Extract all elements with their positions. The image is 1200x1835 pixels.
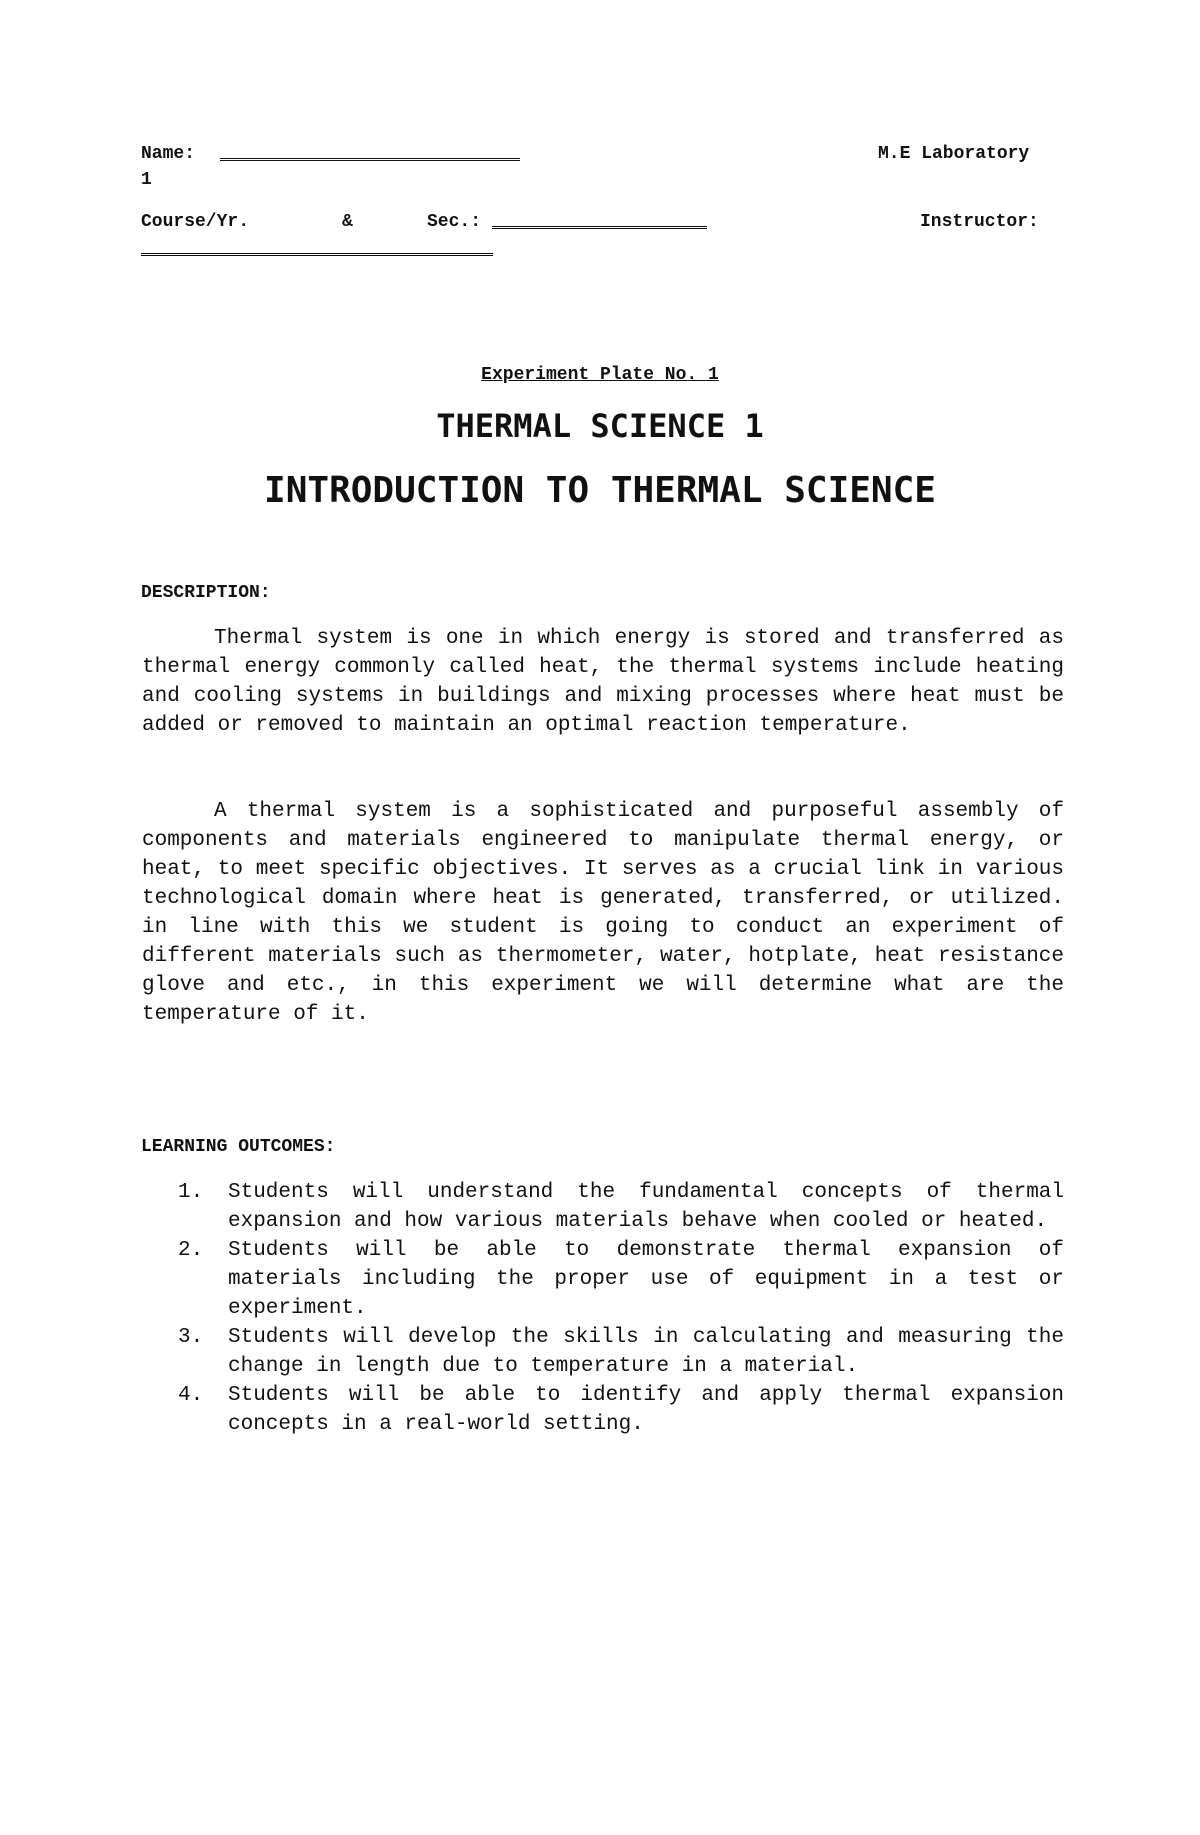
list-item bbox=[142, 1178, 1064, 1236]
list-item-number: 1. bbox=[178, 1181, 204, 1204]
list-item bbox=[142, 1323, 1064, 1381]
instructor-blank-line bbox=[141, 253, 493, 256]
name-label: Name: bbox=[141, 144, 196, 164]
course-title: THERMAL SCIENCE 1 bbox=[436, 407, 764, 445]
list-item-number: 2. bbox=[178, 1239, 204, 1262]
lab-label: M.E Laboratory bbox=[878, 144, 1030, 164]
sec-label: Sec.: bbox=[427, 212, 482, 232]
list-item-number: 3. bbox=[178, 1326, 204, 1349]
list-item-number: 4. bbox=[178, 1384, 204, 1407]
name-blank-line bbox=[220, 158, 520, 161]
course-label: Course/Yr. bbox=[141, 212, 250, 232]
sec-blank-line bbox=[492, 226, 707, 229]
learning-outcomes-heading: LEARNING OUTCOMES: bbox=[141, 1137, 336, 1157]
learning-outcomes-list bbox=[142, 1178, 1064, 1439]
list-item bbox=[142, 1236, 1064, 1323]
list-item-text: Students will understand the fundamental concepts of thermal expansion and how various materials behave when cooled or heated. bbox=[228, 1181, 1064, 1233]
lab-number: 1 bbox=[141, 170, 152, 190]
description-heading: DESCRIPTION: bbox=[141, 583, 271, 603]
ampersand: & bbox=[342, 212, 353, 232]
list-item-text: Students will develop the skills in calculating and measuring the change in length due to temperature in a material. bbox=[228, 1326, 1064, 1378]
list-item bbox=[142, 1381, 1064, 1439]
description-paragraph-1: Thermal system is one in which energy is stored and transferred as thermal energy commonly called heat, the thermal systems include heating and cooling systems in buildings and mixing processes where heat must be added or removed to maintain an optimal reaction temperature. bbox=[142, 627, 1064, 737]
list-item-text: Students will be able to identify and apply thermal expansion concepts in a real-world setting. bbox=[228, 1384, 1064, 1436]
experiment-plate-number: Experiment Plate No. 1 bbox=[481, 365, 719, 385]
description-paragraph-2: A thermal system is a sophisticated and purposeful assembly of components and materials engineered to manipulate thermal energy, or heat, to meet specific objectives. It serves as a crucial link in various technological domain where heat is generated, transferred, or utilized. in line with this we student is going to conduct an experiment of different materials such as thermometer, water, hotplate, heat resistance glove and etc., in this experiment we will determine what are the temperature of it. bbox=[142, 800, 1064, 1026]
instructor-label: Instructor: bbox=[920, 212, 1039, 232]
list-item-text: Students will be able to demonstrate thermal expansion of materials including the proper use of equipment in a test or experiment. bbox=[228, 1239, 1064, 1320]
experiment-title: INTRODUCTION TO THERMAL SCIENCE bbox=[264, 470, 936, 511]
